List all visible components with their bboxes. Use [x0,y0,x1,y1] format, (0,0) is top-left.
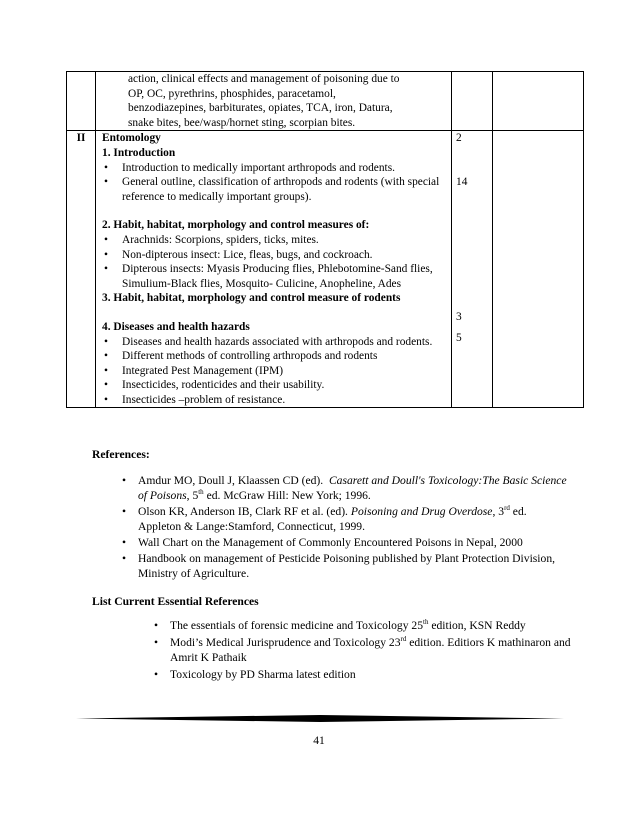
hours-value: 2 [456,132,462,145]
list-item: • Non-dipterous insect: Lice, fleas, bugs, and cockroach. [102,248,448,263]
reference-item: • Wall Chart on the Management of Commonly Encountered Poisons in Nepal, 2000 [122,535,572,550]
unit-cell: II [67,131,96,408]
current-reference-item: • The essentials of forensic medicine and Toxicology 25th edition, KSN Reddy [154,618,572,633]
list-item: • Arachnids: Scorpions, spiders, ticks, mites. [102,233,448,248]
current-reference-item: • Modi’s Medical Jurisprudence and Toxicology 23rd edition. Editiors K mathinaron and Amrit K Pathaik [154,635,572,665]
unit-cell [67,72,96,131]
hours-value: 3 [456,310,462,323]
remarks-cell [493,72,584,131]
reference-item: • Amdur MO, Doull J, Klaassen CD (ed). Casarett and Doull's Toxicology:The Basic Science of Poisons, 5th ed. McGraw Hill: New York; 1996. [122,473,572,503]
current-references-section [92,594,572,684]
reference-title: Poisoning and Drug Overdose [350,505,493,518]
current-references-heading: List Current Essential References [92,595,259,608]
section-heading: 4. Diseases and health hazards [102,320,250,333]
content-line: benzodiazepines, barbiturates, opiates, TCA, iron, Datura, [128,102,393,115]
content-line: snake bites, bee/wasp/hornet sting, scorpian bites. [128,116,356,129]
footer-rule [76,715,564,722]
table-row [67,72,584,131]
list-item: • General outline, classification of arthropods and rodents (with special reference to medically important groups). [102,175,448,204]
reference-item: • Olson KR, Anderson IB, Clark RF et al. (ed). Poisoning and Drug Overdose, 3rd ed. Appleton & Lange:Stamford, Connecticut, 1999. [122,504,572,534]
list-item: • Different methods of controlling arthropods and rodents [102,349,448,364]
remarks-cell [493,131,584,408]
content-cell [96,72,452,131]
list-item: • Dipterous insects: Myasis Producing flies, Phlebotomine-Sand flies, Simulium-Black flies, Mosquito- Culicine, Anopheline, Ades [102,262,448,291]
references-heading: References: [92,448,150,461]
bullet-list [102,335,448,408]
hours-cell [452,131,493,408]
references-section [92,447,572,582]
section-heading: 3. Habit, habitat, morphology and control measure of rodents [102,292,401,305]
syllabus-table [66,71,584,408]
reference-title: Casarett and Doull's Toxicology:The Basic Science of Poisons [138,474,567,502]
list-item: • Insecticides –problem of resistance. [102,393,448,408]
unit-title: Entomology [102,132,161,145]
reference-item: • Handbook on management of Pesticide Poisoning published by Plant Protection Division, Ministry of Agriculture. [122,551,572,581]
current-references-list [92,618,572,682]
content-line: action, clinical effects and management of poisoning due to [128,73,400,85]
section-heading: 2. Habit, habitat, morphology and control measures of: [102,219,370,232]
current-reference-item: • Toxicology by PD Sharma latest edition [154,667,572,682]
hours-cell [452,72,493,131]
list-item: • Diseases and health hazards associated with arthropods and rodents. [102,335,448,350]
content-line: OP, OC, pyrethrins, phosphides, paracetamol, [128,87,336,100]
section-heading: 1. Introduction [102,146,176,159]
list-item: • Integrated Pest Management (IPM) [102,364,448,379]
references-list [92,473,572,581]
table-row [67,131,584,408]
bullet-list [102,233,448,291]
page-number: 41 [313,734,325,747]
list-item: • Introduction to medically important arthropods and rodents. [102,161,448,176]
content-cell [96,131,452,408]
list-item: • Insecticides, rodenticides and their usability. [102,378,448,393]
hours-value: 5 [456,332,462,345]
hours-value: 14 [456,175,468,188]
bullet-list [102,161,448,205]
